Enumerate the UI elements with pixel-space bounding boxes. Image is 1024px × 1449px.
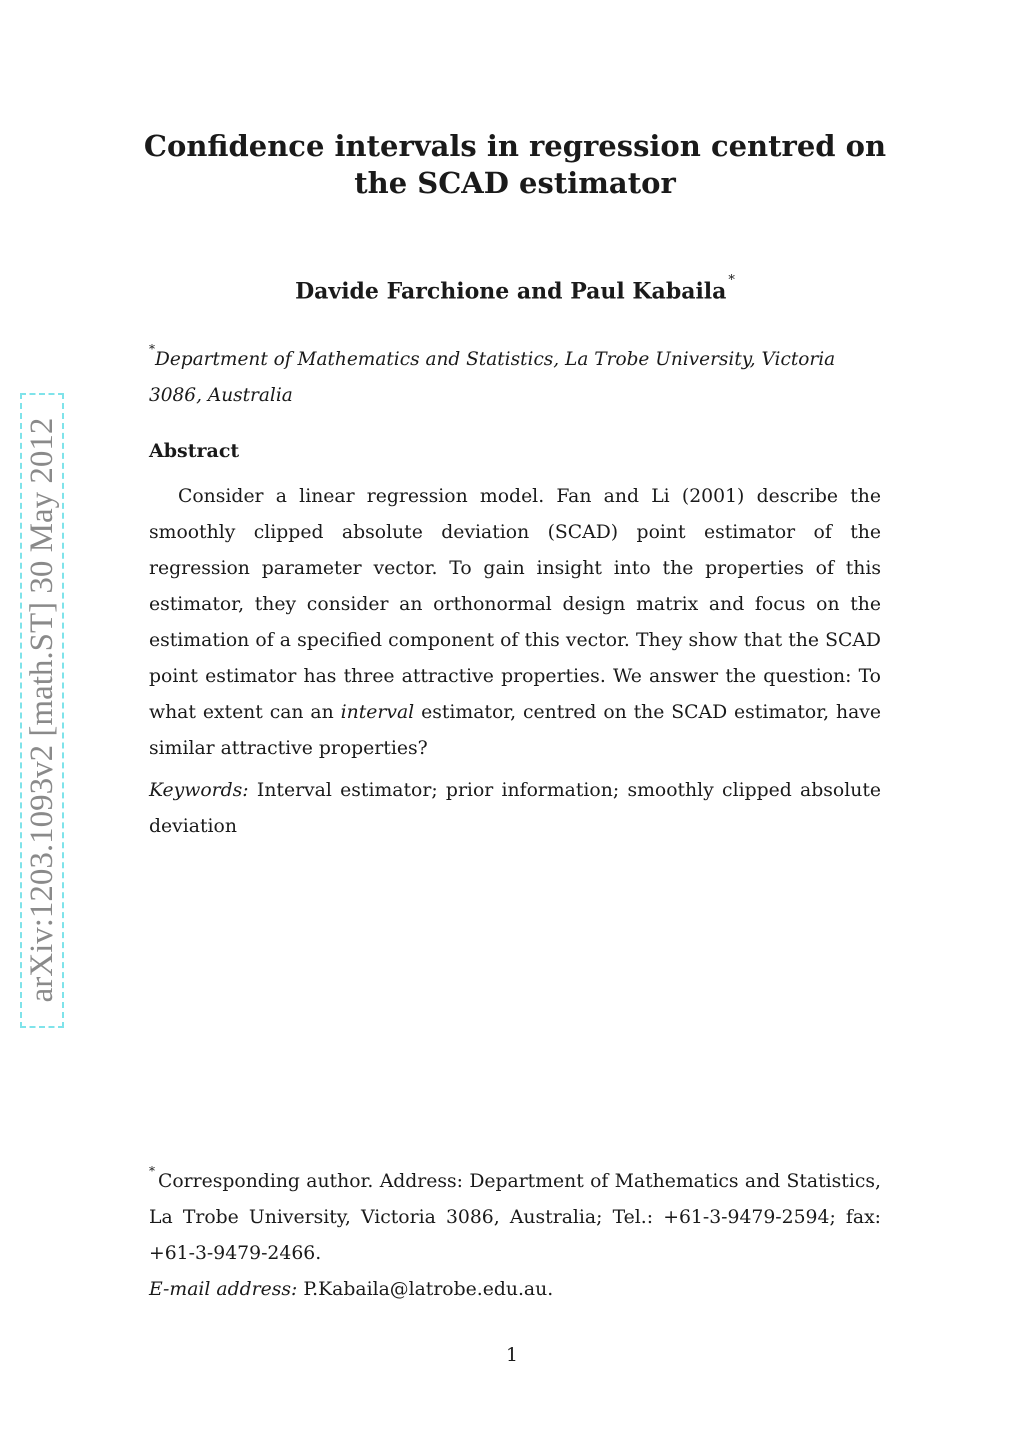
keywords-text: Interval estimator; prior information; smoothly clipped absolute deviation <box>149 780 881 837</box>
corresponding-author-footnote <box>149 1164 881 1272</box>
author-list <box>140 272 890 306</box>
author-footnote-mark: * <box>728 273 735 288</box>
email-address: P.Kabaila@latrobe.edu.au. <box>303 1279 554 1300</box>
paper-title: Confidence intervals in regression centred on the SCAD estimator <box>143 129 887 200</box>
abstract-text-part-2: estimator, centred on the SCAD estimator, have similar attractive properties? <box>149 702 881 759</box>
affiliation <box>149 342 881 414</box>
arxiv-stamp: arXiv:1203.1093v2 [math.ST] 30 May 2012 <box>24 417 60 1003</box>
footnote-mark: * <box>149 1164 155 1178</box>
affiliation-mark: * <box>149 342 155 356</box>
author-names: Davide Farchione and Paul Kabaila <box>295 278 727 305</box>
keywords <box>149 773 881 845</box>
email-label: E-mail address: <box>149 1279 298 1300</box>
email-line <box>149 1272 553 1308</box>
affiliation-text: Department of Mathematics and Statistics, La Trobe University, Victoria 3086, Australia <box>149 349 836 406</box>
abstract-body <box>149 479 881 767</box>
abstract-emphasis: interval <box>340 702 415 723</box>
abstract-heading: Abstract <box>149 440 240 462</box>
keywords-label: Keywords: <box>149 780 249 801</box>
footnote-text: Corresponding author. Address: Department of Mathematics and Statistics, La Trobe University, Victoria 3086, Australia; Tel.: +61-3-9479-2594; fax: +61-3-9479-2466. <box>149 1171 881 1264</box>
page-number: 1 <box>506 1345 518 1366</box>
abstract-text-part-1: Consider a linear regression model. Fan and Li (2001) describe the smoothly clipped absolute deviation (SCAD) point estimator of the regression parameter vector. To gain insight into the properties of this estimator, they consider an orthonormal design matrix and focus on the estimation of a specified component of this vector. They show that the SCAD point estimator has three attractive properties. We answer the question: To what extent can an <box>149 486 881 723</box>
